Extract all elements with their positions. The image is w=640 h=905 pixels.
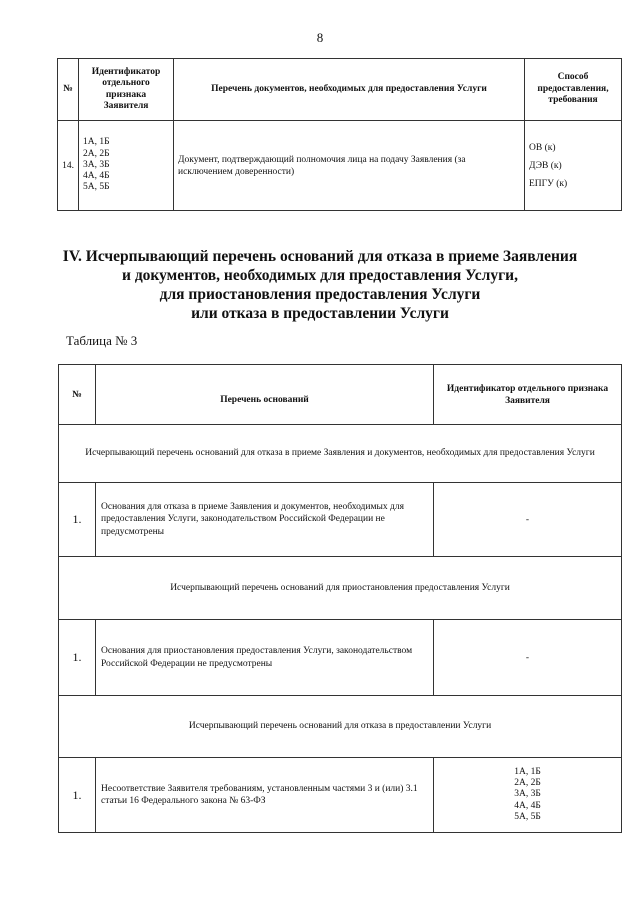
row-number: 14. (58, 121, 79, 211)
identifier-item: 4А, 4Б (514, 800, 541, 811)
method-item: ЕПГУ (к) (529, 178, 568, 189)
section-header-row (59, 696, 622, 758)
table-row (59, 620, 622, 696)
identifier-list (434, 758, 622, 833)
section-title-line: IV. Исчерпывающий перечень оснований для отказа в приеме Заявления (62, 248, 578, 265)
table-header-row (58, 59, 622, 121)
row-number: 1. (59, 620, 96, 696)
table-row (58, 121, 622, 211)
identifier-value: - (434, 620, 622, 696)
identifier-value: - (434, 483, 622, 557)
row-number: 1. (59, 758, 96, 833)
identifier-item: 5А, 5Б (83, 182, 110, 193)
identifier-item: 3А, 3Б (83, 159, 110, 170)
section-title-line: или отказа в предоставлении Услуги (191, 305, 449, 322)
identifier-item: 1А, 1Б (514, 766, 541, 777)
identifier-item: 1А, 1Б (83, 137, 110, 148)
section-heading-suspension: Исчерпывающий перечень оснований для приостановления предоставления Услуги (59, 557, 622, 620)
table-label: Таблица № 3 (66, 333, 138, 348)
identifier-item: 2А, 2Б (83, 148, 110, 159)
identifier-item: 2А, 2Б (514, 778, 541, 789)
method-item: ОВ (к) (529, 142, 556, 153)
table-row (59, 758, 622, 833)
identifier-item: 4А, 4Б (83, 171, 110, 182)
reason-text: Несоответствие Заявителя требованиям, установленным частями 3 и (или) 3.1 статьи 16 Федерального закона № 63-ФЗ (96, 758, 434, 833)
identifier-item: 3А, 3Б (514, 789, 541, 800)
header-identifier: Идентификатор отдельного признака Заявителя (434, 365, 622, 425)
section-title-line: и документов, необходимых для предоставления Услуги, (122, 267, 518, 284)
section-title (0, 247, 640, 323)
grounds-table (58, 364, 622, 833)
documents-table (57, 58, 622, 211)
identifier-list (79, 121, 174, 211)
header-method: Способ предоставления, требования (525, 59, 622, 121)
header-num: № (58, 59, 79, 121)
section-heading-refusal-acceptance: Исчерпывающий перечень оснований для отказа в приеме Заявления и документов, необходимых для предоставления Услуги (59, 425, 622, 483)
method-item: ДЭВ (к) (529, 160, 562, 171)
table-header-row (59, 365, 622, 425)
page-number: 8 (316, 30, 324, 45)
header-reasons: Перечень оснований (96, 365, 434, 425)
document-description: Документ, подтверждающий полномочия лица на подачу Заявления (за исключением доверенности) (174, 121, 525, 211)
row-number: 1. (59, 483, 96, 557)
section-header-row (59, 557, 622, 620)
header-identifier: Идентификатор отдельного признака Заявителя (79, 59, 174, 121)
section-header-row (59, 425, 622, 483)
reason-text: Основания для отказа в приеме Заявления и документов, необходимых для предоставления Услуги, законодательством Российской Федерации не предусмотрены (96, 483, 434, 557)
method-list (525, 121, 622, 211)
reason-text: Основания для приостановления предоставления Услуги, законодательством Российской Федерации не предусмотрены (96, 620, 434, 696)
table-row (59, 483, 622, 557)
section-title-line: для приостановления предоставления Услуги (159, 286, 481, 303)
header-num: № (59, 365, 96, 425)
identifier-item: 5А, 5Б (514, 811, 541, 822)
header-documents: Перечень документов, необходимых для предоставления Услуги (174, 59, 525, 121)
section-heading-refusal-service: Исчерпывающий перечень оснований для отказа в предоставлении Услуги (59, 696, 622, 758)
